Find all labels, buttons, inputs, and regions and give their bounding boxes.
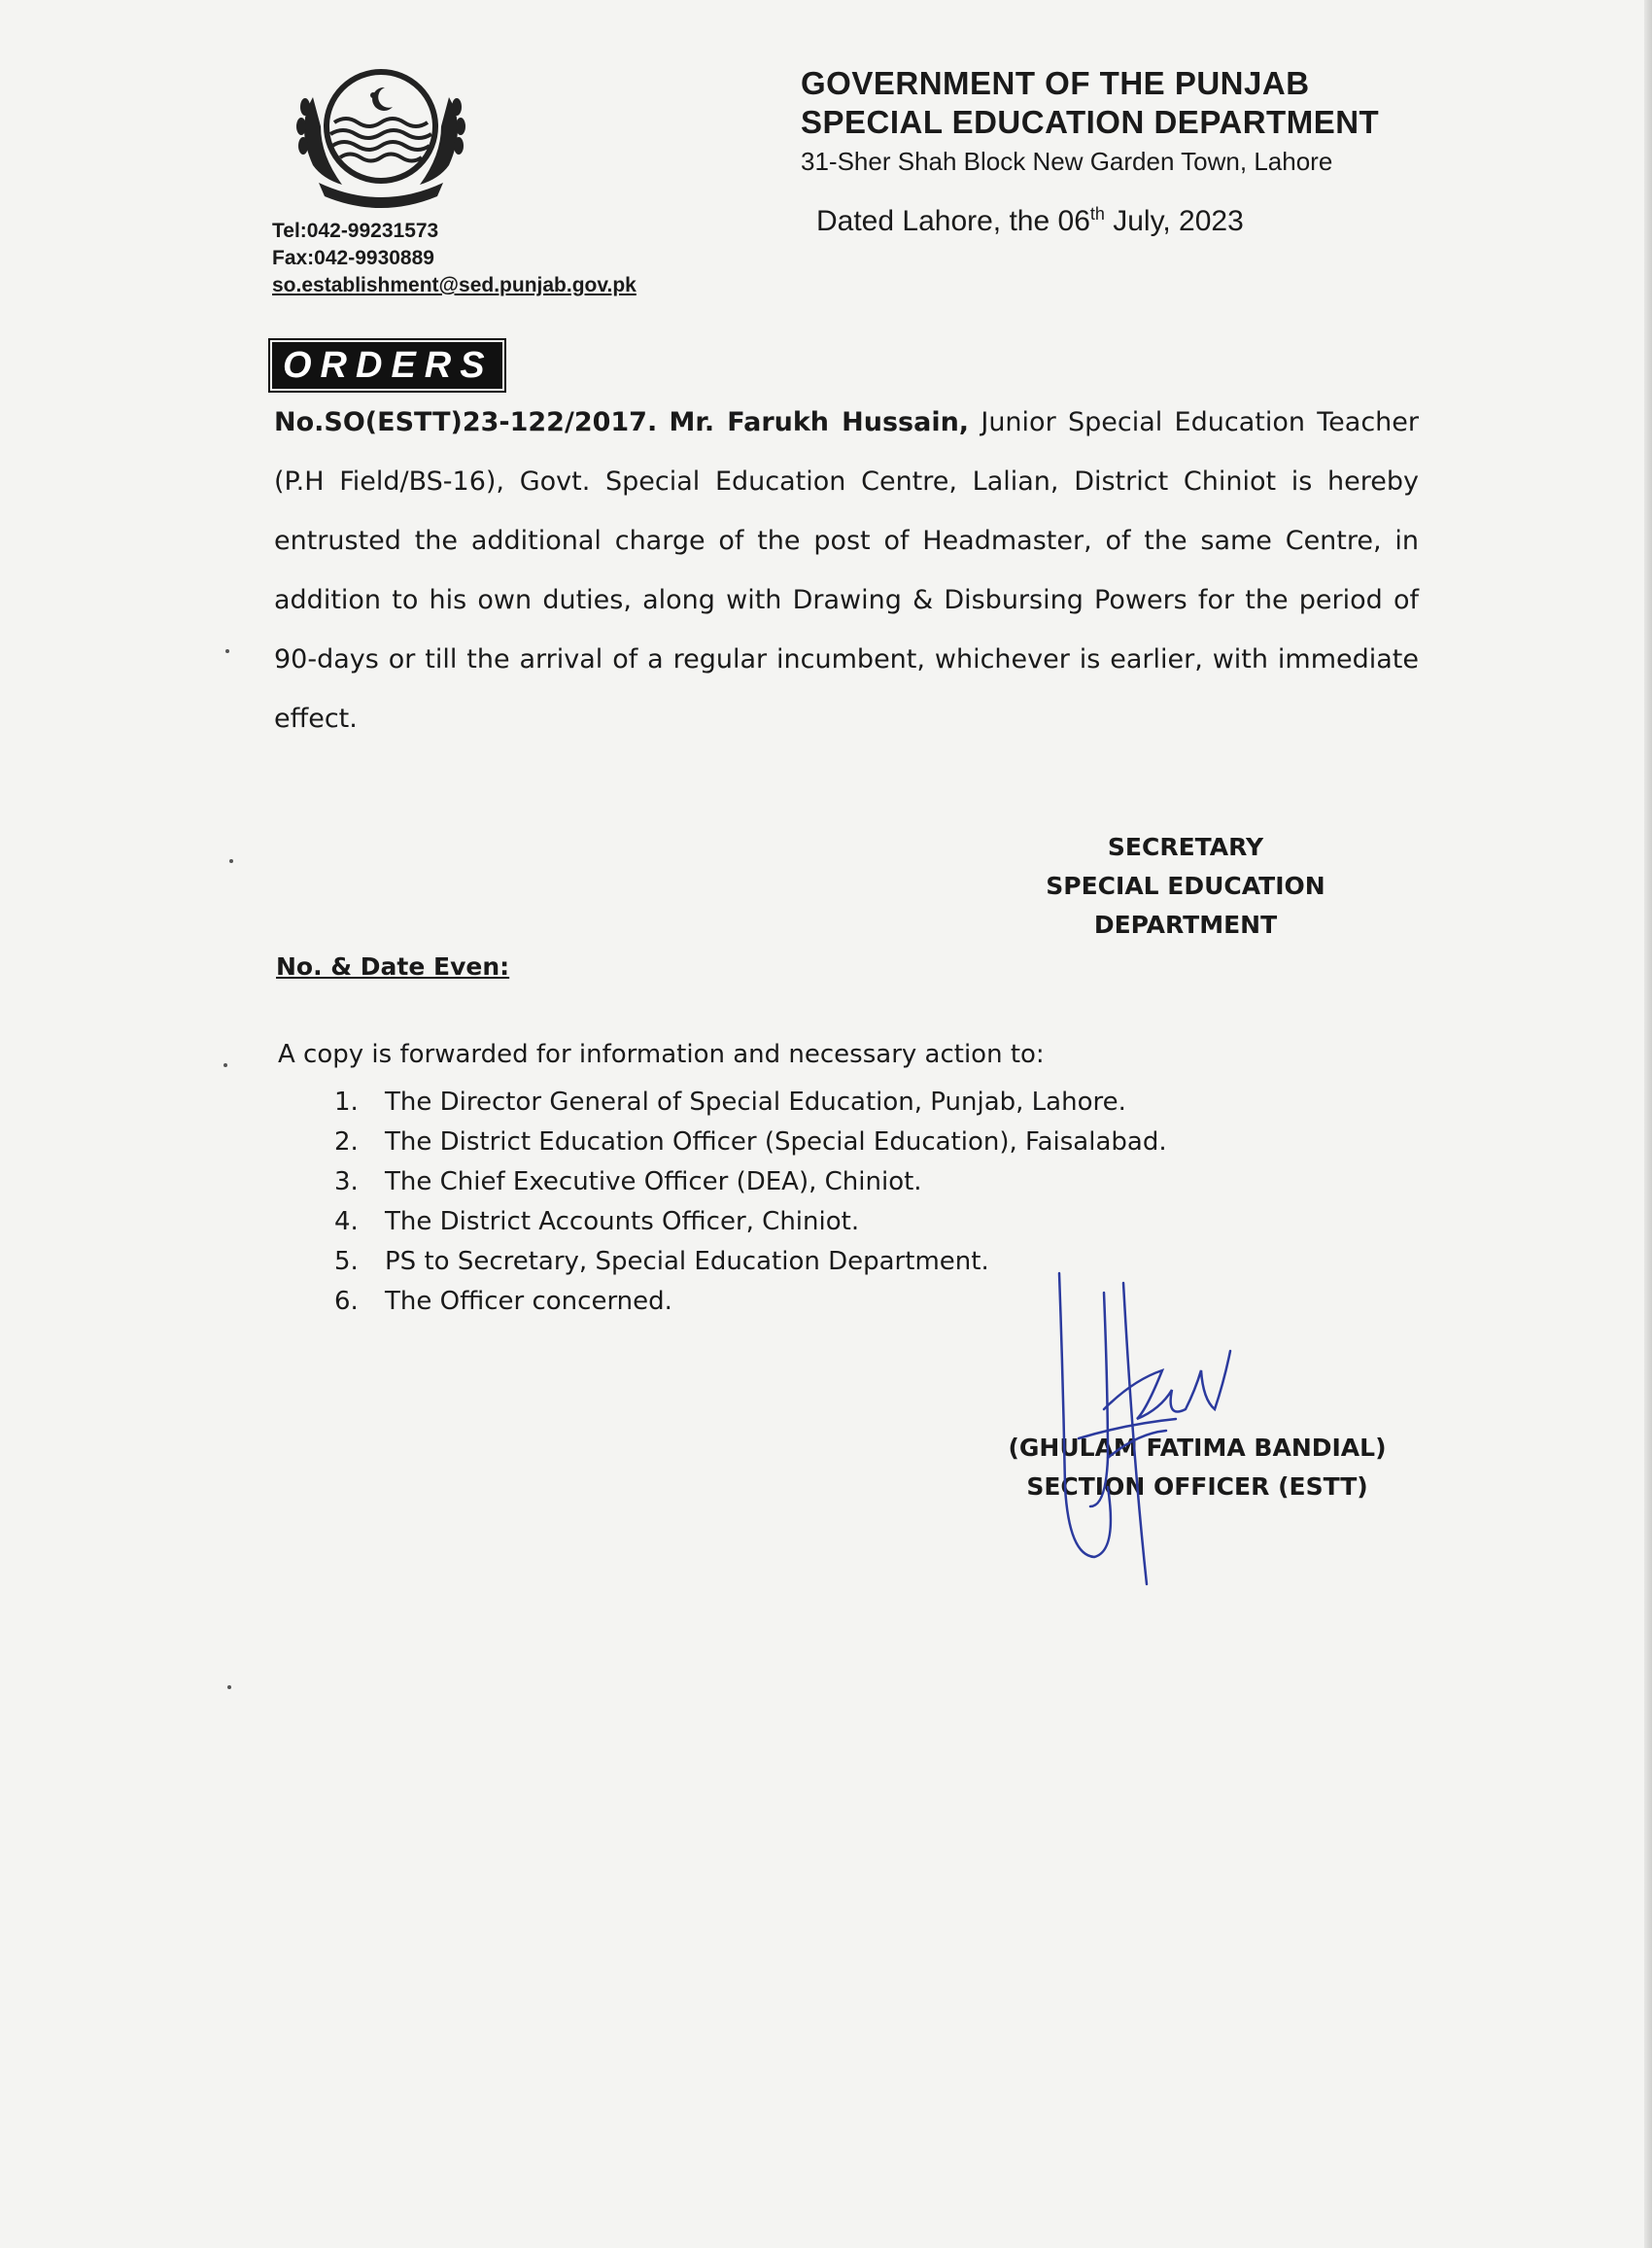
list-text: The District Accounts Officer, Chiniot. xyxy=(385,1207,860,1236)
list-text: The Director General of Special Education, Punjab, Lahore. xyxy=(385,1088,1126,1117)
scan-speck xyxy=(227,1685,231,1689)
secretary-line-3: DEPARTMENT xyxy=(1093,911,1278,939)
list-number: 6. xyxy=(334,1287,359,1316)
order-paragraph xyxy=(274,393,1419,748)
section-officer-name: (GHULAM FATIMA BANDIAL) xyxy=(1008,1434,1387,1462)
government-title: GOVERNMENT OF THE PUNJAB xyxy=(801,65,1310,101)
copy-intro: A copy is forwarded for information and necessary action to: xyxy=(278,1040,1045,1069)
date-prefix: Dated Lahore, the 06 xyxy=(816,205,1090,237)
department-title: SPECIAL EDUCATION DEPARTMENT xyxy=(801,104,1380,140)
list-item xyxy=(334,1123,1167,1162)
secretary-block xyxy=(1030,828,1341,945)
order-text: Junior Special Education Teacher (P.H Field/BS-16), Govt. Special Education Centre, Lalian, District Chiniot is hereby entrusted the additional charge of the post of Headmaster, of the same Centre, in addition to his own duties, along with Drawing & Disbursing Powers for the period of 90-days or till the arrival of a regular incumbent, whichever is earlier, with immediate effect. xyxy=(274,407,1419,734)
date-ordinal: th xyxy=(1089,204,1105,224)
secretary-line-2: SPECIAL EDUCATION xyxy=(1046,872,1325,900)
scan-speck xyxy=(224,1063,227,1067)
list-text: PS to Secretary, Special Education Department. xyxy=(385,1247,989,1276)
scan-speck xyxy=(225,649,229,653)
list-number: 4. xyxy=(334,1207,359,1236)
secretary-line-1: SECRETARY xyxy=(1107,833,1264,861)
list-text: The Officer concerned. xyxy=(385,1287,672,1316)
list-text: The Chief Executive Officer (DEA), Chiniot. xyxy=(385,1167,922,1196)
list-number: 3. xyxy=(334,1167,359,1196)
department-address: 31-Sher Shah Block New Garden Town, Lahore xyxy=(801,147,1333,176)
letterhead xyxy=(777,64,1380,177)
list-number: 2. xyxy=(334,1127,359,1157)
scan-speck xyxy=(229,859,233,863)
contact-block xyxy=(272,218,637,299)
list-number: 5. xyxy=(334,1247,359,1276)
list-number: 1. xyxy=(334,1088,359,1117)
officer-name: Mr. Farukh Hussain, xyxy=(669,407,970,437)
list-text: The District Education Officer (Special Education), Faisalabad. xyxy=(385,1127,1167,1157)
page-edge xyxy=(1644,0,1652,2248)
date-suffix: July, 2023 xyxy=(1104,205,1244,237)
fax: Fax:042-9930889 xyxy=(272,247,434,269)
no-date-even-label: No. & Date Even: xyxy=(276,952,510,981)
punjab-emblem-logo xyxy=(284,58,478,214)
email-link[interactable]: so.establishment@sed.punjab.gov.pk xyxy=(272,274,637,296)
list-item xyxy=(334,1162,1167,1202)
order-number: No.SO(ESTT)23-122/2017. xyxy=(274,407,658,437)
orders-heading: ORDERS xyxy=(272,342,502,389)
list-item xyxy=(334,1083,1167,1123)
date-line xyxy=(816,204,1244,238)
section-officer-title: SECTION OFFICER (ESTT) xyxy=(1026,1472,1368,1501)
telephone: Tel:042-99231573 xyxy=(272,220,439,242)
handwritten-signature xyxy=(1040,1263,1292,1594)
list-item xyxy=(334,1202,1167,1242)
